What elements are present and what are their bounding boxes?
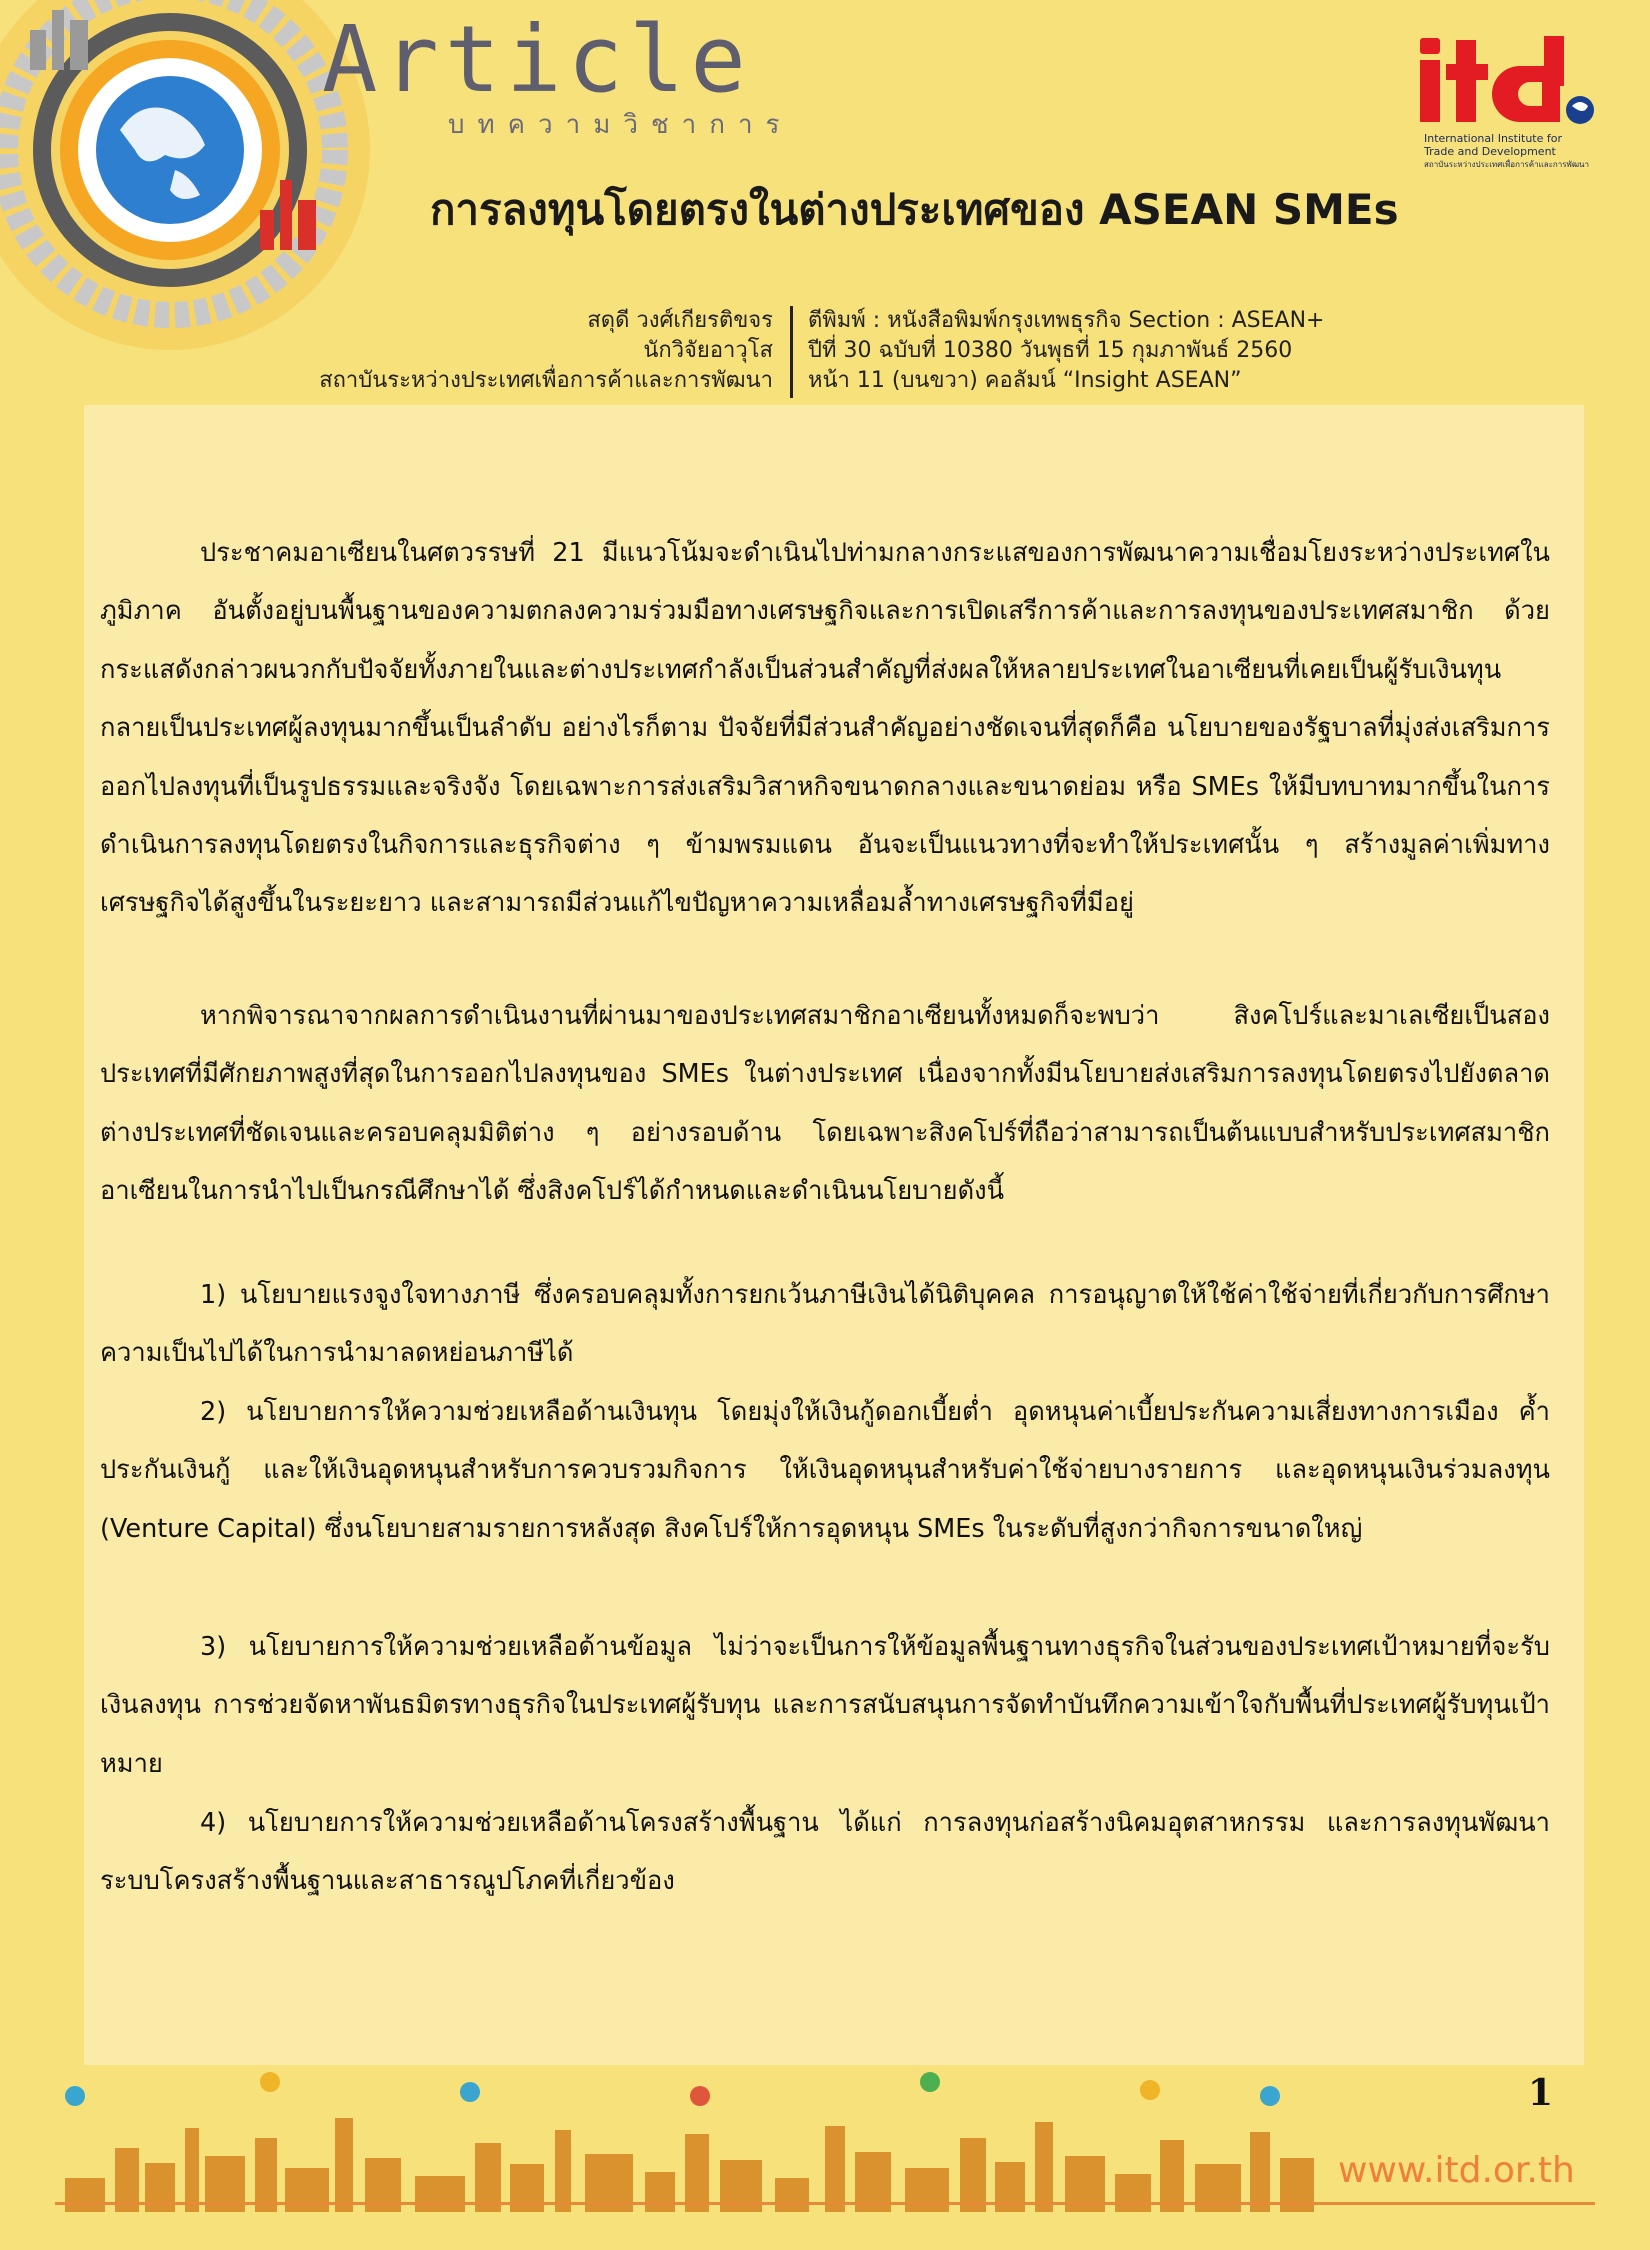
publication-line-2: ปีที่ 30 ฉบับที่ 10380 วันพุธที่ 15 กุมภาพันธ์ 2560 [808,338,1293,363]
page-number: 1 [1528,2072,1554,2114]
body-paragraph-6: 4) นโยบายการให้ความช่วยเหลือด้านโครงสร้างพื้นฐาน ได้แก่ การลงทุนก่อสร้างนิคมอุตสาหกรรม และการลงทุนพัฒนาระบบโครงสร้างพื้นฐานและสาธารณูปโภคที่เกี่ยวข้อง [100,1808,1550,1897]
footer-skyline-illustration [55,2068,1595,2218]
article-heading: Article [322,6,752,113]
author-name: สดุดี วงศ์เกียรติขจร [587,308,773,333]
body-paragraph-5: 3) นโยบายการให้ความช่วยเหลือด้านข้อมูล ไม่ว่าจะเป็นการให้ข้อมูลพื้นฐานทางธุรกิจในส่วนของประเทศเป้าหมายที่จะรับเงินลงทุน การช่วยจัดหาพันธมิตรทางธุรกิจในประเทศผู้รับทุน และการสนับสนุนการจัดทำบันทึกความเข้าใจกับพื้นที่ประเทศผู้รับทุนเป้าหมาย [100,1632,1550,1779]
publication-line-3: หน้า 11 (บนขวา) คอลัมน์ “Insight ASEAN” [808,368,1242,393]
body-paragraph-3: 1) นโยบายแรงจูงใจทางภาษี ซึ่งครอบคลุมทั้งการยกเว้นภาษีเงินได้นิติบุคคล การอนุญาตให้ใช้ค่าใช้จ่ายที่เกี่ยวกับการศึกษาความเป็นไปได้ในการนำมาลดหย่อนภาษีได้ [100,1280,1550,1369]
logo-caption-line2: Trade and Development [1424,145,1556,158]
logo-caption-line1: International Institute for [1424,132,1563,145]
byline-divider [790,306,793,398]
page-title: การลงทุนโดยตรงในต่างประเทศของ ASEAN SMEs [430,185,1399,234]
body-paragraph-1: ประชาคมอาเซียนในศตวรรษที่ 21 มีแนวโน้มจะดำเนินไปท่ามกลางกระแสของการพัฒนาความเชื่อมโยงระหว่างประเทศในภูมิภาค อันตั้งอยู่บนพื้นฐานของความตกลงความร่วมมือทางเศรษฐกิจและการเปิดเสรีการค้าและการลงทุนของประเทศสมาชิก ด้วยกระแสดังกล่าวผนวกกับปัจจัยทั้งภายในและต่างประเทศกำลังเป็นส่วนสำคัญที่ส่งผลให้หลายประเทศในอาเซียนที่เคยเป็นผู้รับเงินทุน กลายเป็นประเทศผู้ลงทุนมากขึ้นเป็นลำดับ อย่างไรก็ตาม ปัจจัยที่มีส่วนสำคัญอย่างชัดเจนที่สุดก็คือ นโยบายของรัฐบาลที่มุ่งส่งเสริมการออกไปลงทุนที่เป็นรูปธรรมและจริงจัง โดยเฉพาะการส่งเสริมวิสาหกิจขนาดกลางและขนาดย่อม หรือ SMEs ให้มีบทบาทมากขึ้นในการดำเนินการลงทุนโดยตรงในกิจการและธุรกิจต่าง ๆ ข้ามพรมแดน อันจะเป็นแนวทางที่จะทำให้ประเทศนั้น ๆ สร้างมูลค่าเพิ่มทางเศรษฐกิจได้สูงขึ้นในระยะยาว และสามารถมีส่วนแก้ไขปัญหาความเหลื่อมล้ำทางเศรษฐกิจที่มีอยู่ [100,538,1550,919]
publication-block [808,306,1324,396]
body-paragraph-4: 2) นโยบายการให้ความช่วยเหลือด้านเงินทุน โดยมุ่งให้เงินกู้ดอกเบี้ยต่ำ อุดหนุนค่าเบี้ยประกันความเสี่ยงทางการเมือง ค้ำประกันเงินกู้ และให้เงินอุดหนุนสำหรับการควบรวมกิจการ ให้เงินอุดหนุนสำหรับค่าใช้จ่ายบางรายการ และอุดหนุนเงินร่วมลงทุน (Venture Capital) ซึ่งนโยบายสามรายการหลังสุด สิงคโปร์ให้การอุดหนุน SMEs ในระดับที่สูงกว่ากิจการขนาดใหญ่ [100,1397,1550,1544]
footer-divider [55,2202,1595,2205]
body-paragraph-2: หากพิจารณาจากผลการดำเนินงานที่ผ่านมาของประเทศสมาชิกอาเซียนทั้งหมดก็จะพบว่า สิงคโปร์และมาเลเซียเป็นสองประเทศที่มีศักยภาพสูงที่สุดในการออกไปลงทุนของ SMEs ในต่างประเทศ เนื่องจากทั้งมีนโยบายส่งเสริมการลงทุนโดยตรงไปยังตลาดต่างประเทศที่ชัดเจนและครอบคลุมมิติต่าง ๆ อย่างรอบด้าน โดยเฉพาะสิงคโปร์ที่ถือว่าสามารถเป็นต้นแบบสำหรับประเทศสมาชิกอาเซียนในการนำไปเป็นกรณีศึกษาได้ ซึ่งสิงคโปร์ได้กำหนดและดำเนินนโยบายดังนี้ [100,1001,1550,1207]
logo-caption-line3: สถาบันระหว่างประเทศเพื่อการค้าและการพัฒนา [1424,160,1590,169]
author-block [319,306,773,396]
article-subheading: บทความวิชาการ [448,110,793,140]
author-position: นักวิจัยอาวุโส [643,338,773,363]
author-organization: สถาบันระหว่างประเทศเพื่อการค้าและการพัฒนา [319,368,773,393]
itd-logo [1410,30,1600,135]
website-link[interactable]: www.itd.or.th [1338,2150,1575,2191]
publication-line-1: ตีพิมพ์ : หนังสือพิมพ์กรุงเทพธุรกิจ Section : ASEAN+ [808,308,1325,333]
